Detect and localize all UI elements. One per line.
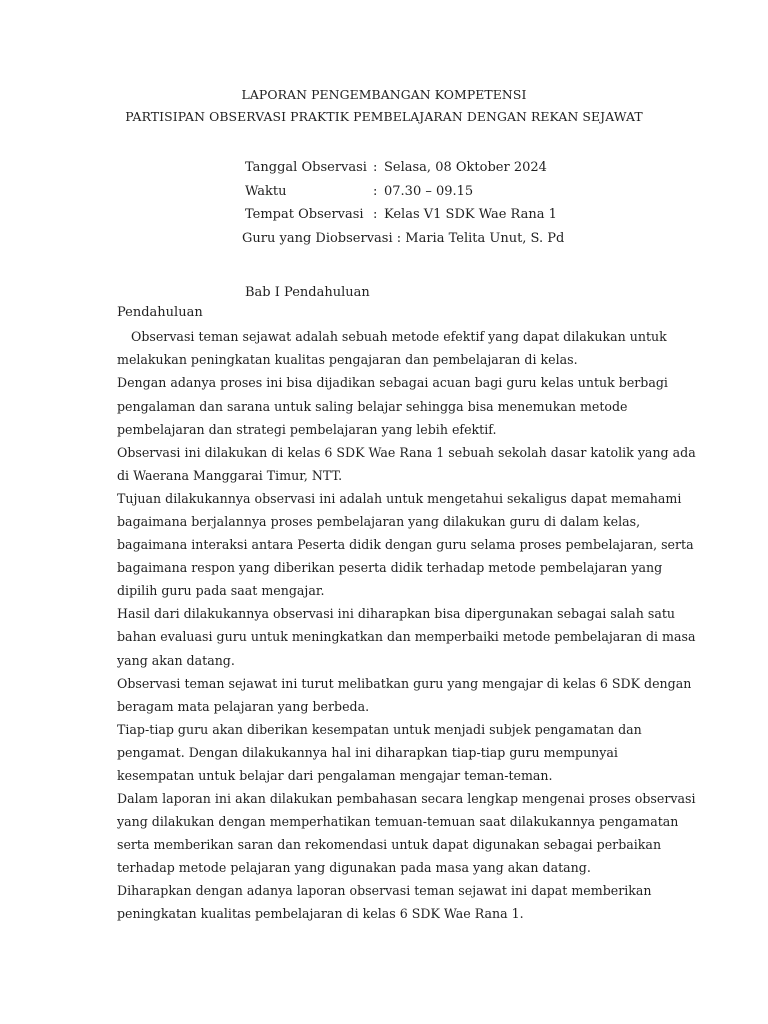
body-line: beragam mata pelajaran yang berbeda. — [117, 699, 370, 714]
body-line: serta memberikan saran dan rekomendasi untuk dapat digunakan sebagai perbaikan — [117, 837, 662, 852]
meta-row-guru — [242, 231, 564, 246]
body-line: di Waerana Manggarai Timur, NTT. — [117, 468, 343, 483]
meta-value-tanggal: Selasa, 08 Oktober 2024 — [384, 160, 547, 175]
body-line: kesempatan untuk belajar dari pengalaman mengajar teman-teman. — [117, 768, 553, 783]
body-line: Dengan adanya proses ini bisa dijadikan sebagai acuan bagi guru kelas untuk berbagi — [117, 375, 668, 390]
body-line: pengamat. Dengan dilakukannya hal ini diharapkan tiap-tiap guru mempunyai — [117, 745, 618, 760]
meta-value-tempat: Kelas V1 SDK Wae Rana 1 — [384, 207, 557, 222]
body-line: pembelajaran dan strategi pembelajaran yang lebih efektif. — [117, 422, 497, 437]
meta-separator: : — [373, 184, 378, 199]
meta-separator: : — [373, 160, 378, 175]
meta-value-waktu: 07.30 – 09.15 — [384, 184, 474, 199]
body-line: bahan evaluasi guru untuk meningkatkan dan memperbaiki metode pembelajaran di masa — [117, 629, 696, 644]
meta-label-waktu: Waktu — [245, 184, 287, 199]
body-line: Tujuan dilakukannya observasi ini adalah untuk mengetahui sekaligus dapat memahami — [117, 491, 682, 506]
body-line: bagaimana respon yang diberikan peserta didik terhadap metode pembelajaran yang — [117, 560, 663, 575]
body-line: Observasi teman sejawat ini turut melibatkan guru yang mengajar di kelas 6 SDK dengan — [117, 676, 692, 691]
body-line: Observasi ini dilakukan di kelas 6 SDK Wae Rana 1 sebuah sekolah dasar katolik yang ada — [117, 445, 696, 460]
body-line: dipilih guru pada saat mengajar. — [117, 583, 325, 598]
meta-label-tanggal: Tanggal Observasi — [245, 160, 367, 175]
body-line: yang akan datang. — [117, 653, 235, 668]
meta-label-tempat: Tempat Observasi — [245, 207, 364, 222]
chapter-title: Bab I Pendahuluan — [245, 285, 370, 300]
section-heading: Pendahuluan — [117, 305, 203, 320]
body-line: Tiap-tiap guru akan diberikan kesempatan untuk menjadi subjek pengamatan dan — [117, 722, 642, 737]
body-line: bagaimana berjalannya proses pembelajaran yang dilakukan guru di dalam kelas, — [117, 514, 641, 529]
meta-guru-line: Guru yang Diobservasi : Maria Telita Unut, S. Pd — [242, 231, 565, 246]
meta-separator: : — [373, 207, 378, 222]
body-line: peningkatan kualitas pembelajaran di kelas 6 SDK Wae Rana 1. — [117, 906, 524, 921]
body-line: Diharapkan dengan adanya laporan observasi teman sejawat ini dapat memberikan — [117, 883, 652, 898]
body-line: bagaimana interaksi antara Peserta didik dengan guru selama proses pembelajaran, serta — [117, 537, 694, 552]
body-line: melakukan peningkatan kualitas pengajaran dan pembelajaran di kelas. — [117, 352, 578, 367]
body-line: pengalaman dan sarana untuk saling belajar sehingga bisa menemukan metode — [117, 399, 628, 414]
report-subtitle: PARTISIPAN OBSERVASI PRAKTIK PEMBELAJARAN DENGAN REKAN SEJAWAT — [125, 109, 643, 124]
body-line: terhadap metode pelajaran yang digunakan pada masa yang akan datang. — [117, 860, 591, 875]
report-title: LAPORAN PENGEMBANGAN KOMPETENSI — [241, 87, 527, 102]
body-line: Hasil dari dilakukannya observasi ini diharapkan bisa dipergunakan sebagai salah satu — [117, 606, 675, 621]
body-line: Dalam laporan ini akan dilakukan pembahasan secara lengkap mengenai proses observasi — [117, 791, 696, 806]
body-line: yang dilakukan dengan memperhatikan temuan-temuan saat dilakukannya pengamatan — [117, 814, 679, 829]
body-line: Observasi teman sejawat adalah sebuah metode efektif yang dapat dilakukan untuk — [131, 329, 667, 344]
